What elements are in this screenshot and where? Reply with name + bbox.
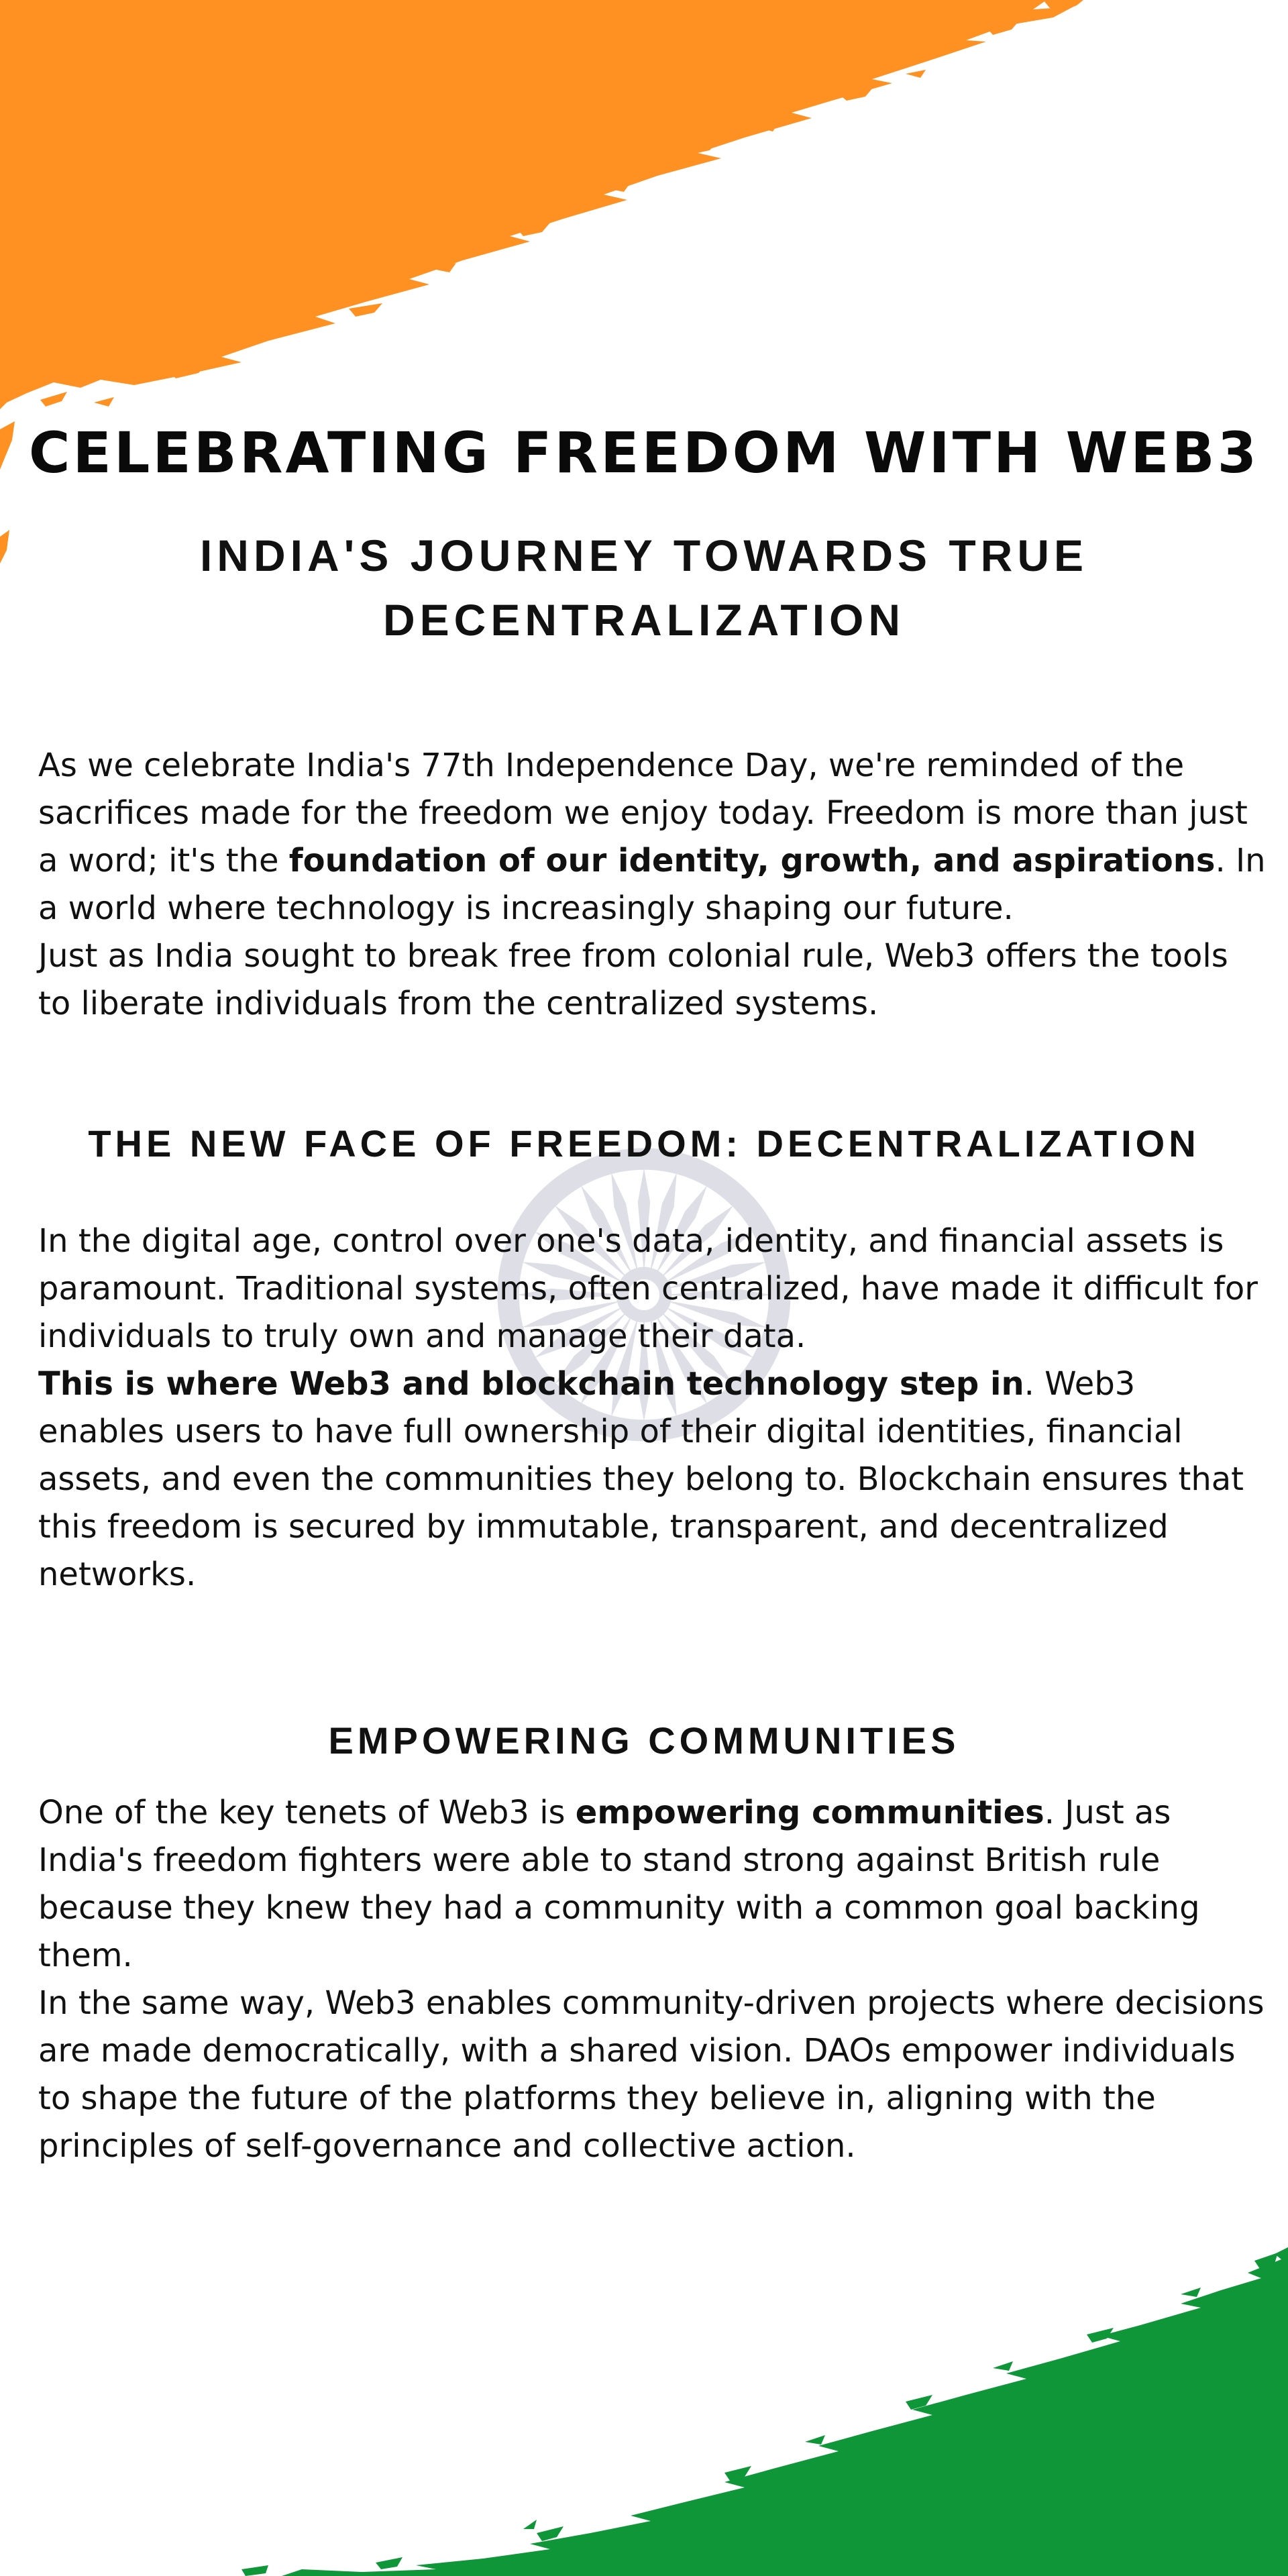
communities-paragraph-1	[38, 1789, 1266, 1980]
intro-section	[38, 742, 1266, 1028]
new-face-section	[38, 1218, 1266, 1599]
intro-paragraph-2: Just as India sought to break free from colonial rule, Web3 offers the tools to liberate individuals from the centralized systems.	[38, 937, 1228, 1022]
communities-text-b: . Just as India's freedom fighters were able to stand strong against British rule because they knew they had a community with a common goal backing them.	[38, 1794, 1200, 1974]
section-heading-communities: EMPOWERING COMMUNITIES	[328, 1719, 960, 1762]
intro-text-bold: foundation of our identity, growth, and aspirations	[288, 842, 1216, 879]
communities-section	[38, 1789, 1266, 2170]
new-face-paragraph-2	[38, 1360, 1266, 1599]
intro-paragraph-1	[38, 742, 1266, 932]
page-title: CELEBRATING FREEDOM WITH WEB3	[28, 420, 1260, 486]
page-subtitle: INDIA'S JOURNEY TOWARDS TRUE DECENTRALIZATION	[199, 531, 1089, 645]
communities-paragraph-2: In the same way, Web3 enables community-driven projects where decisions are made democratically, with a shared vision. DAOs empower individuals to shape the future of the platforms they believe in, aligning with the principles of self-governance and collective action.	[38, 1984, 1265, 2165]
intro-text-a: As we celebrate India's 77th Independence Day, we're reminded of the sacrifices made for the freedom we enjoy today. Freedom is more than just a word; it's the	[38, 747, 1248, 879]
new-face-text-rest: . Web3 enables users to have full ownership of their digital identities, financial assets, and even the communities they belong to. Blockchain ensures that this freedom is secured by immutable, transparent, and decentralized networks.	[38, 1365, 1244, 1593]
communities-text-a: One of the key tenets of Web3 is	[38, 1794, 576, 1831]
new-face-text-bold: This is where Web3 and blockchain technology step in	[38, 1365, 1024, 1403]
intro-text-b: . In a world where technology is increasingly shaping our future.	[38, 842, 1266, 927]
communities-text-bold: empowering communities	[575, 1794, 1044, 1831]
section-heading-new-face: THE NEW FACE OF FREEDOM: DECENTRALIZATION	[88, 1122, 1200, 1165]
new-face-paragraph-1: In the digital age, control over one's data, identity, and financial assets is paramount. Traditional systems, often centralized, have made it difficult for individuals to truly own and manage their data.	[38, 1222, 1258, 1355]
